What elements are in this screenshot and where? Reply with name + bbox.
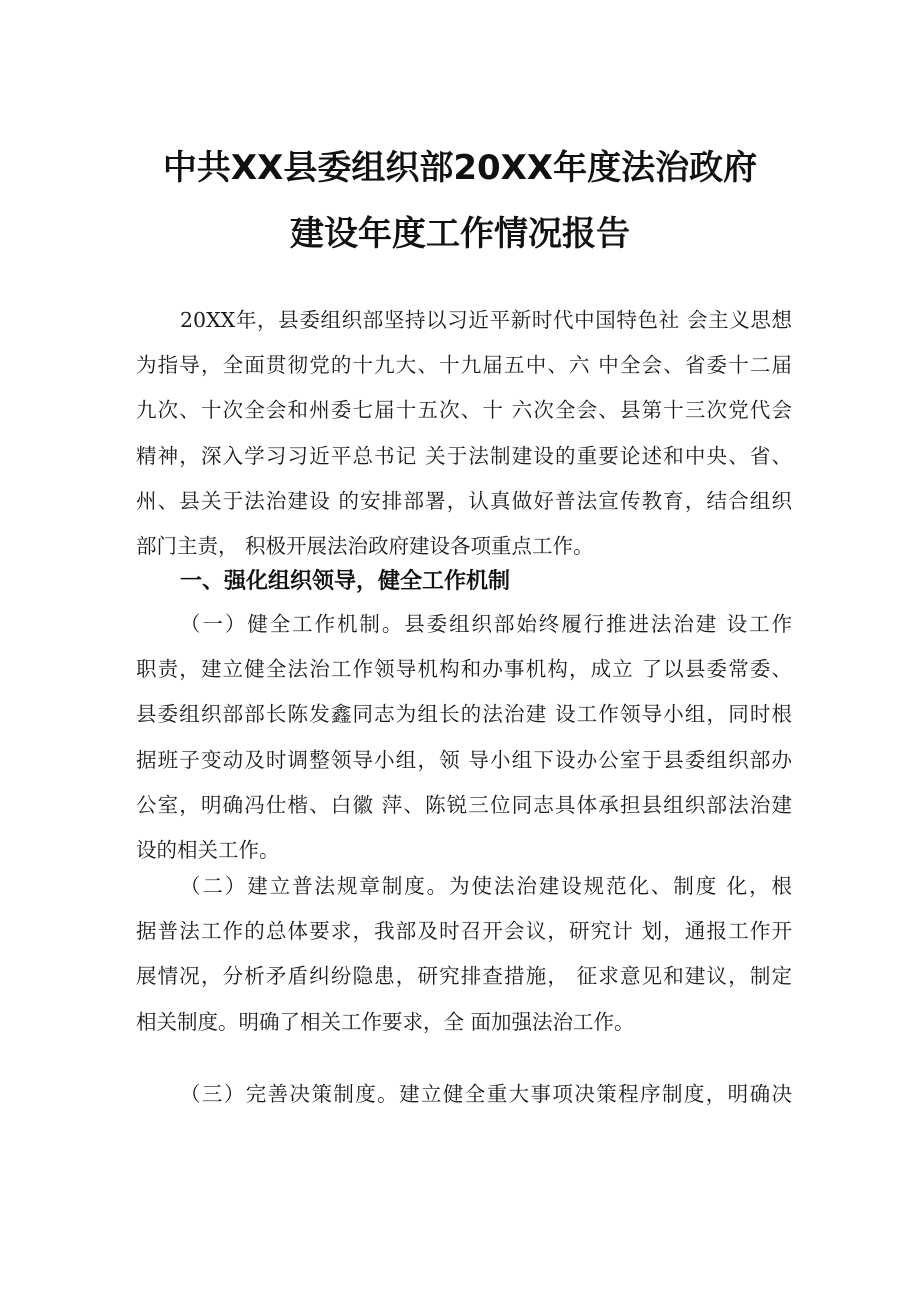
intro-line: 部门主责， 积极开展法治政府建设各项重点工作。 xyxy=(136,533,594,558)
item-1-line: 县委组织部部长陈发鑫同志为组长的法治建 设工作领导小组，同时根 xyxy=(136,702,792,727)
item-1-line: 公室，明确冯仕楷、白徽 萍、陈锐三位同志具体承担县组织部法治建 xyxy=(136,792,792,817)
item-1-line: （一）健全工作机制。县委组织部始终履行推进法治建 设工作 xyxy=(180,612,792,636)
item-1-line: 据班子变动及时调整领导小组，领 导小组下设办公室于县委组织部办 xyxy=(136,747,792,772)
intro-paragraph xyxy=(136,298,792,569)
intro-line: 州、县关于法治建设 的安排部署，认真做好普法宣传教育，结合组织 xyxy=(136,488,792,513)
item-1-paragraph xyxy=(136,602,792,873)
section-1-heading: 一、强化组织领导，健全工作机制 xyxy=(180,569,511,594)
item-2-line: 据普法工作的总体要求，我部及时召开会议，研究计 划，通报工作开 xyxy=(136,919,792,944)
item-3-line: （三）完善决策制度。建立健全重大事项决策程序制度，明确决 xyxy=(180,1082,792,1106)
document-title-line-2: 建设年度工作情况报告 xyxy=(290,214,630,254)
intro-line: 20XX年，县委组织部坚持以习近平新时代中国特色社 会主义思想 xyxy=(180,308,792,332)
item-3-paragraph xyxy=(136,1072,792,1117)
item-2-line: （二）建立普法规章制度。为使法治建设规范化、制度 化，根 xyxy=(180,874,792,898)
document-title-line-1: 中共XX县委组织部20XX年度法治政府 xyxy=(162,148,758,188)
item-2-line: 相关制度。明确了相关工作要求，全 面加强法治工作。 xyxy=(136,1009,635,1034)
item-1-line: 职责，建立健全法治工作领导机构和办事机构，成立 了以县委常委、 xyxy=(136,657,792,682)
item-2-line: 展情况，分析矛盾纠纷隐患，研究排查措施， 征求意见和建议，制定 xyxy=(136,964,792,989)
item-1-line: 设的相关工作。 xyxy=(136,837,280,862)
intro-line: 为指导，全面贯彻党的十九大、十九届五中、六 中全会、省委十二届 xyxy=(136,353,792,378)
intro-line: 精神，深入学习习近平总书记 关于法制建设的重要论述和中央、省、 xyxy=(136,443,792,468)
item-2-paragraph xyxy=(136,864,792,1045)
intro-line: 九次、十次全会和州委七届十五次、十 六次全会、县第十三次党代会 xyxy=(136,398,792,423)
